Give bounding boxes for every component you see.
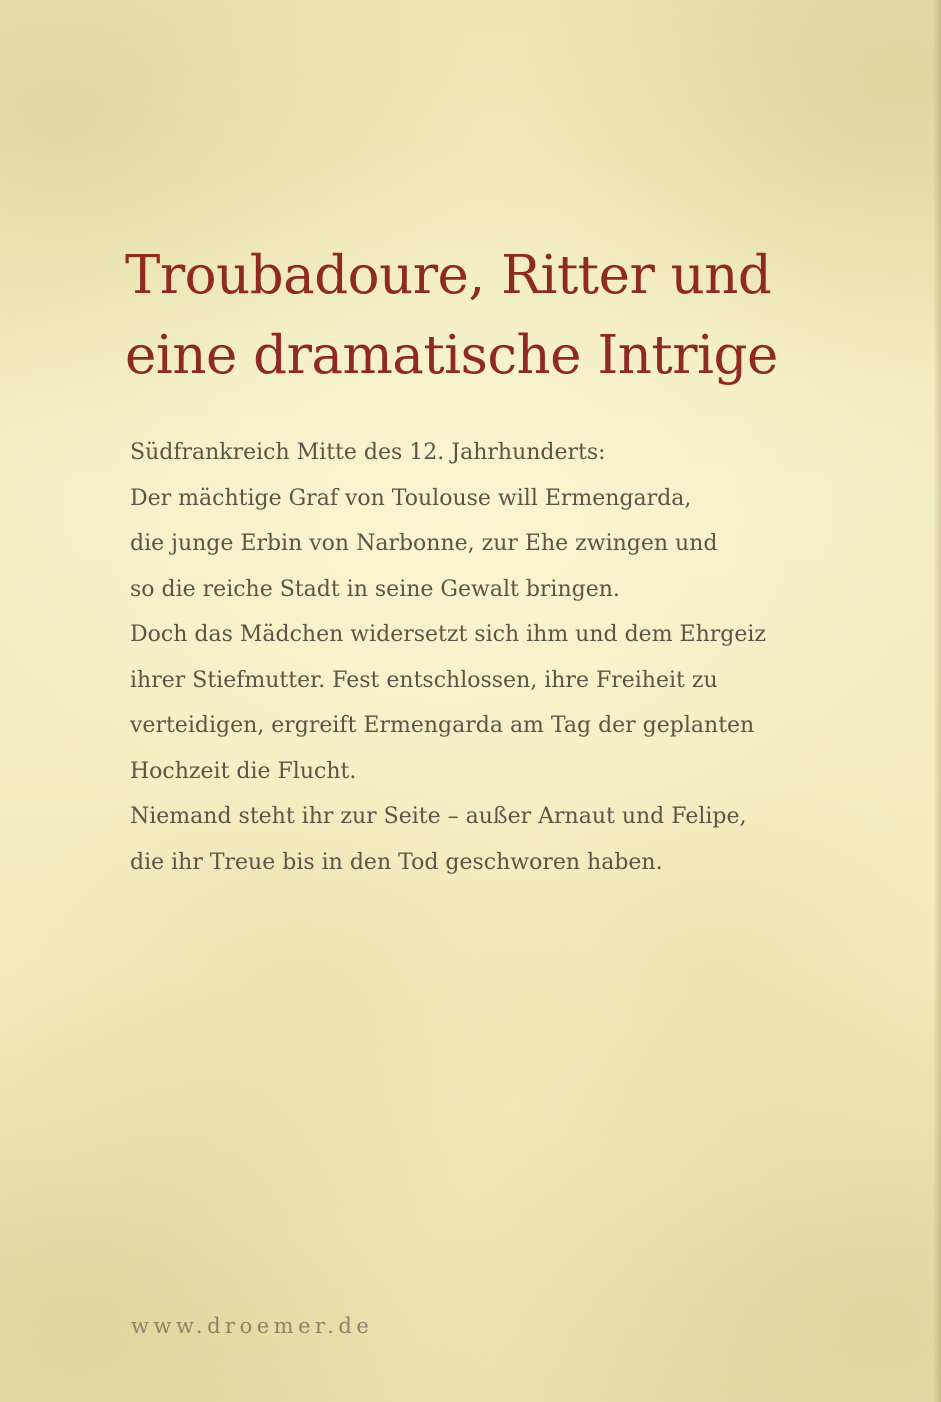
blurb-line: verteidigen, ergreift Ermengarda am Tag der geplanten <box>130 713 755 738</box>
headline-line-1: Troubadoure, Ritter und <box>125 245 772 306</box>
blurb-line: Doch das Mädchen widersetzt sich ihm und dem Ehrgeiz <box>130 622 767 647</box>
blurb-line: die junge Erbin von Narbonne, zur Ehe zwingen und <box>130 531 718 556</box>
publisher-website: www.droemer.de <box>131 1314 374 1338</box>
blurb-line: so die reiche Stadt in seine Gewalt bringen. <box>130 576 620 602</box>
blurb-line: Der mächtige Graf von Toulouse will Ermengarda, <box>130 485 692 511</box>
blurb-line: die ihr Treue bis in den Tod geschworen haben. <box>130 849 663 875</box>
blurb-text <box>130 430 850 885</box>
headline-line-2: eine dramatische Intrige <box>125 325 778 386</box>
headline <box>125 236 865 396</box>
blurb-line: Südfrankreich Mitte des 12. Jahrhunderts: <box>130 440 606 465</box>
blurb-line: ihrer Stiefmutter. Fest entschlossen, ihre Freiheit zu <box>130 667 718 693</box>
blurb-line: Niemand steht ihr zur Seite – außer Arnaut und Felipe, <box>130 804 747 829</box>
cover-edge-shadow <box>933 0 941 1402</box>
blurb-line: Hochzeit die Flucht. <box>130 758 357 784</box>
